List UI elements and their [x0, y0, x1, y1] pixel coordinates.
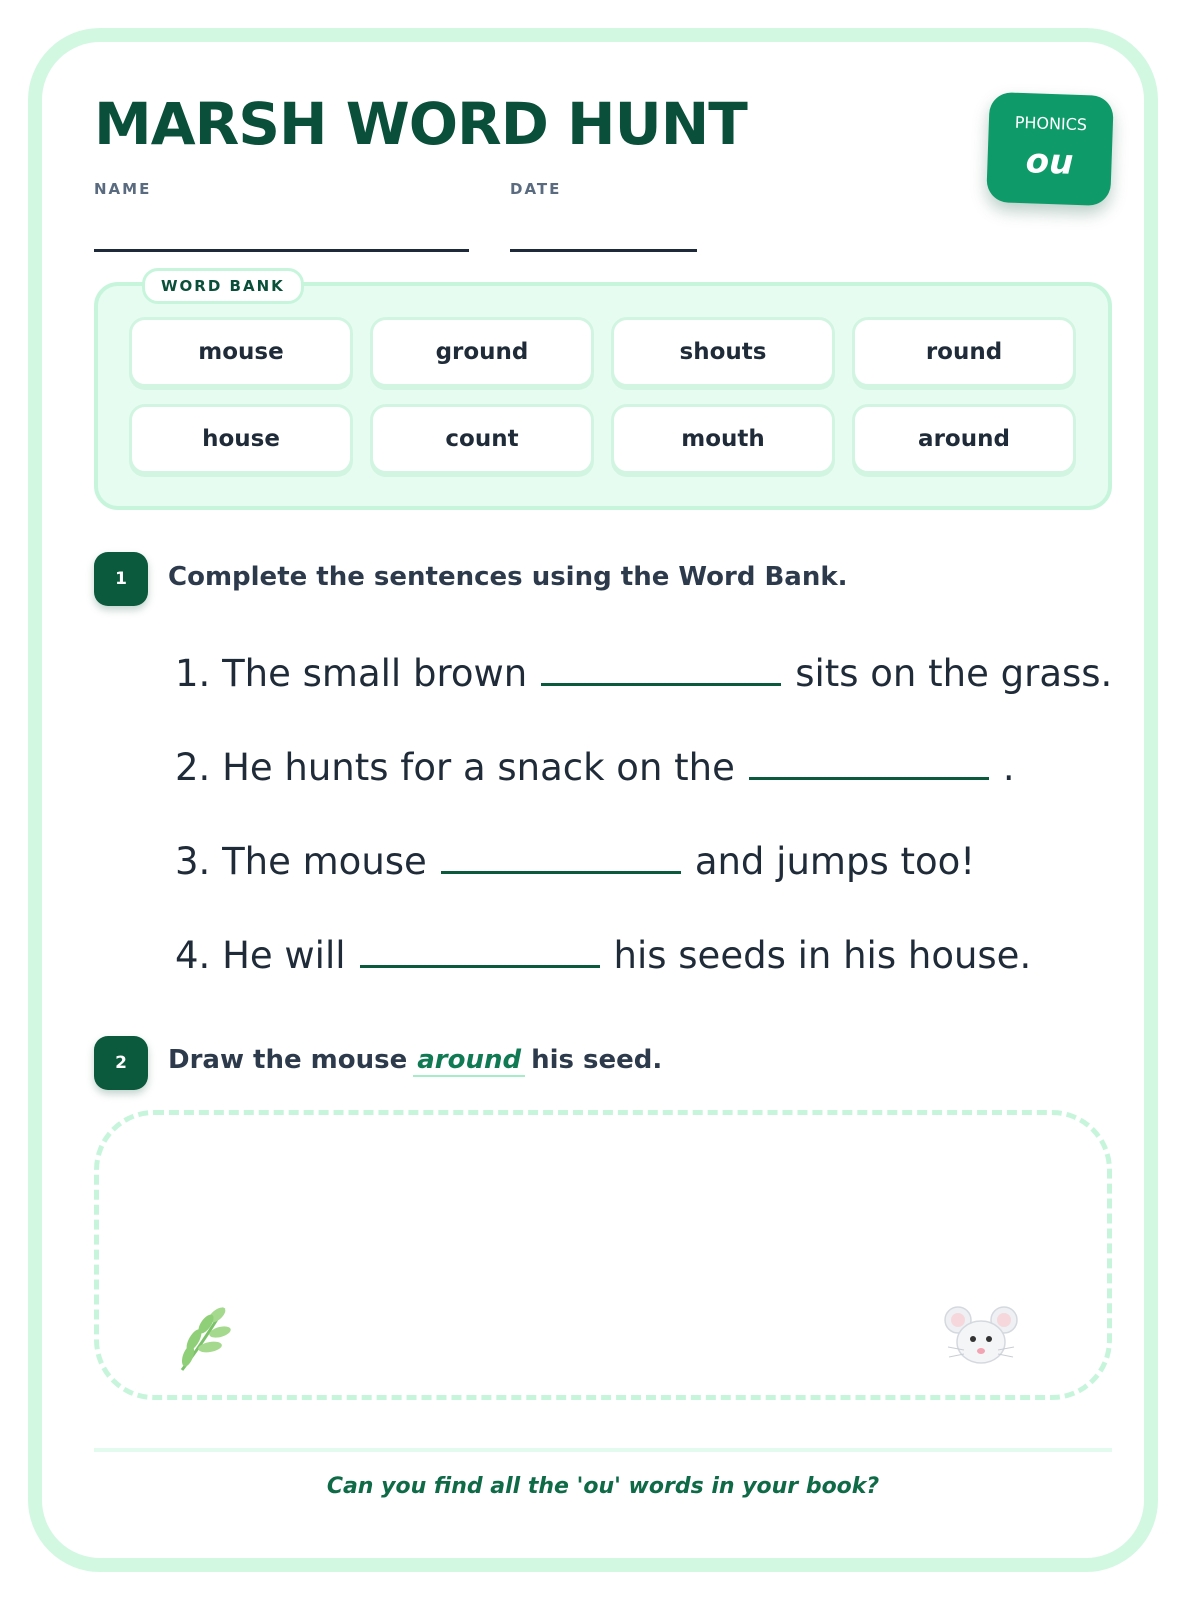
name-label: NAME	[94, 180, 152, 198]
sentence-text: 1. The small brown	[175, 652, 528, 695]
step-1-badge: 1	[94, 552, 148, 606]
word-bank-label: WORD BANK	[142, 268, 304, 304]
word-chip: mouse	[129, 317, 353, 387]
word-chip: house	[129, 404, 353, 474]
sentence-text: sits on the grass.	[795, 652, 1113, 695]
sentence-text: 2. He hunts for a snack on the	[175, 746, 735, 789]
sentence-2	[175, 743, 1015, 793]
sentence-text: and jumps too!	[694, 840, 976, 883]
badge-label: PHONICS	[1014, 112, 1088, 135]
sentence-text: 3. The mouse	[175, 840, 427, 883]
date-label: DATE	[510, 180, 562, 198]
answer-blank[interactable]	[541, 653, 781, 686]
sentence-text: .	[1002, 746, 1015, 789]
word-chip: ground	[370, 317, 594, 387]
word-chip: around	[852, 404, 1076, 474]
step-2-instruction	[168, 1045, 662, 1075]
sentence-text: his seeds in his house.	[613, 934, 1032, 977]
answer-blank[interactable]	[441, 841, 681, 874]
mouse-face-icon	[944, 1302, 1018, 1368]
phonics-badge	[986, 92, 1114, 206]
emphasis-word: around	[413, 1045, 525, 1077]
sprig-icon	[168, 1300, 244, 1376]
step-1-instruction: Complete the sentences using the Word Bank.	[168, 562, 848, 592]
badge-value: ou	[1025, 141, 1075, 183]
answer-blank[interactable]	[360, 935, 600, 968]
word-chip: count	[370, 404, 594, 474]
page-title: MARSH WORD HUNT	[94, 90, 747, 158]
date-field[interactable]	[510, 249, 697, 252]
word-chip: shouts	[611, 317, 835, 387]
name-field[interactable]	[94, 249, 469, 252]
instruction-text: Draw the mouse	[168, 1045, 408, 1075]
footer-divider	[94, 1448, 1112, 1452]
instruction-text: his seed.	[531, 1045, 663, 1075]
sentence-1	[175, 649, 1112, 699]
answer-blank[interactable]	[749, 747, 989, 780]
sentence-4	[175, 931, 1031, 981]
sentence-3	[175, 837, 975, 887]
word-bank-grid	[129, 317, 1079, 474]
footer-prompt: Can you find all the 'ou' words in your book?	[326, 1474, 880, 1499]
word-chip: mouth	[611, 404, 835, 474]
step-2-badge: 2	[94, 1036, 148, 1090]
word-chip: round	[852, 317, 1076, 387]
sentence-text: 4. He will	[175, 934, 346, 977]
